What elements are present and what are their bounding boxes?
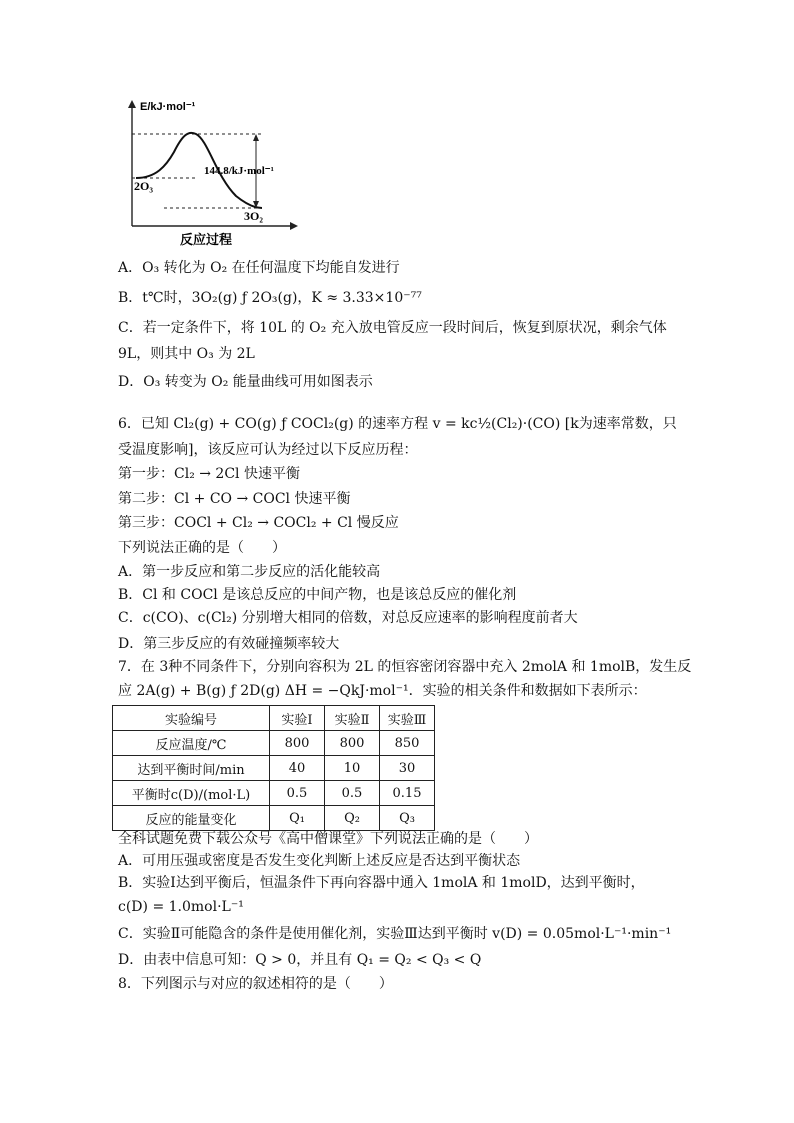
q5-option-d: D．O₃ 转变为 O₂ 能量曲线可用如图表示 bbox=[118, 374, 373, 390]
table-cell: 0.15 bbox=[380, 781, 435, 806]
table-header-cell: 实验Ⅱ bbox=[325, 706, 380, 731]
q7-prompt: 全科试题免费下载公众号《高中僧课堂》下列说法正确的是（ ） bbox=[118, 831, 538, 847]
q5-option-c: C．若一定条件下，将 10L 的 O₂ 充入放电管反应一段时间后，恢复到原状况，剩余气体 bbox=[118, 320, 667, 336]
x-axis-arrow bbox=[290, 222, 298, 230]
energy-value-label: 144.8/kJ·mol⁻¹ bbox=[204, 165, 274, 177]
q7-option-b: B．实验Ⅰ达到平衡后，恒温条件下再向容器中通入 1molA 和 1molD，达到平衡时， bbox=[118, 875, 645, 891]
table-cell: 0.5 bbox=[270, 781, 325, 806]
table-cell: Q₁ bbox=[270, 806, 325, 831]
table-cell: 10 bbox=[325, 756, 380, 781]
table-cell: Q₃ bbox=[380, 806, 435, 831]
q6-stem-line1: 6．已知 Cl₂(g) + CO(g) ƒ COCl₂(g) 的速率方程 v = kc½(Cl₂)·(CO) [k为速率常数，只 bbox=[118, 416, 677, 432]
product-label: 3O₂ bbox=[244, 209, 263, 223]
q5-option-a: A．O₃ 转化为 O₂ 在任何温度下均能自发进行 bbox=[118, 260, 400, 276]
table-cell: 达到平衡时间/min bbox=[113, 756, 270, 781]
q6-stem-line2: 受温度影响]，该反应可认为经过以下反应历程： bbox=[118, 442, 418, 458]
table-cell: 30 bbox=[380, 756, 435, 781]
q6-option-d: D．第三步反应的有效碰撞频率较大 bbox=[118, 636, 340, 652]
energy-diagram-svg bbox=[116, 96, 316, 248]
x-axis-label: 反应过程 bbox=[180, 233, 233, 248]
table-cell: 40 bbox=[270, 756, 325, 781]
table-cell: 800 bbox=[270, 731, 325, 756]
experiment-data-table bbox=[112, 705, 435, 831]
q6-step2: 第二步：Cl + CO → COCl 快速平衡 bbox=[118, 491, 351, 507]
q8-stem: 8．下列图示与对应的叙述相符的是（ ） bbox=[118, 976, 393, 992]
q6-option-c: C．c(CO)、c(Cl₂) 分别增大相同的倍数，对总反应速率的影响程度前者大 bbox=[118, 610, 578, 626]
q6-option-b: B．Cl 和 COCl 是该总反应的中间产物，也是该总反应的催化剂 bbox=[118, 587, 517, 603]
reactant-label: 2O₃ bbox=[134, 179, 153, 193]
q7-option-d: D．由表中信息可知：Q > 0，并且有 Q₁ = Q₂ < Q₃ < Q bbox=[118, 952, 482, 968]
table-header-row bbox=[113, 706, 435, 731]
q7-option-c: C．实验Ⅱ可能隐含的条件是使用催化剂，实验Ⅲ达到平衡时 v(D) = 0.05mol·L⁻¹·min⁻¹ bbox=[118, 926, 672, 942]
table-cell: 0.5 bbox=[325, 781, 380, 806]
table-cell: 反应的能量变化 bbox=[113, 806, 270, 831]
table-cell: Q₂ bbox=[325, 806, 380, 831]
experiment-table bbox=[112, 705, 435, 831]
q6-step3: 第三步：COCl + Cl₂ → COCl₂ + Cl 慢反应 bbox=[118, 515, 399, 531]
arrow-head-up bbox=[253, 134, 259, 141]
table-header-cell: 实验编号 bbox=[113, 706, 270, 731]
table-row bbox=[113, 756, 435, 781]
q6-step1: 第一步：Cl₂ → 2Cl 快速平衡 bbox=[118, 466, 300, 482]
table-cell: 800 bbox=[325, 731, 380, 756]
table-row bbox=[113, 806, 435, 831]
table-cell: 反应温度/℃ bbox=[113, 731, 270, 756]
table-cell: 850 bbox=[380, 731, 435, 756]
energy-diagram bbox=[116, 96, 316, 248]
q7-stem-line2: 应 2A(g) + B(g) ƒ 2D(g) ΔH = −QkJ·mol⁻¹．实验的相关条件和数据如下表所示： bbox=[118, 683, 647, 699]
q7-option-b-cont: c(D) = 1.0mol·L⁻¹ bbox=[118, 899, 244, 915]
q6-option-a: A．第一步反应和第二步反应的活化能较高 bbox=[118, 564, 381, 580]
table-header-cell: 实验Ⅰ bbox=[270, 706, 325, 731]
q7-option-a: A．可用压强或密度是否发生变化判断上述反应是否达到平衡状态 bbox=[118, 853, 521, 869]
q6-prompt: 下列说法正确的是（ ） bbox=[118, 540, 286, 556]
q5-option-b: B．t℃时，3O₂(g) ƒ 2O₃(g)，K ≈ 3.33×10⁻⁷⁷ bbox=[118, 290, 422, 306]
q7-stem-line1: 7．在 3种不同条件下，分别向容积为 2L 的恒容密闭容器中充入 2molA 和 1molB，发生反 bbox=[118, 659, 692, 675]
y-axis-arrow bbox=[128, 100, 136, 108]
q5-option-c-cont: 9L，则其中 O₃ 为 2L bbox=[118, 346, 255, 362]
table-header-cell: 实验Ⅲ bbox=[380, 706, 435, 731]
table-row bbox=[113, 731, 435, 756]
table-row bbox=[113, 781, 435, 806]
y-axis-label: E/kJ·mol⁻¹ bbox=[140, 101, 196, 113]
table-cell: 平衡时c(D)/(mol·L) bbox=[113, 781, 270, 806]
